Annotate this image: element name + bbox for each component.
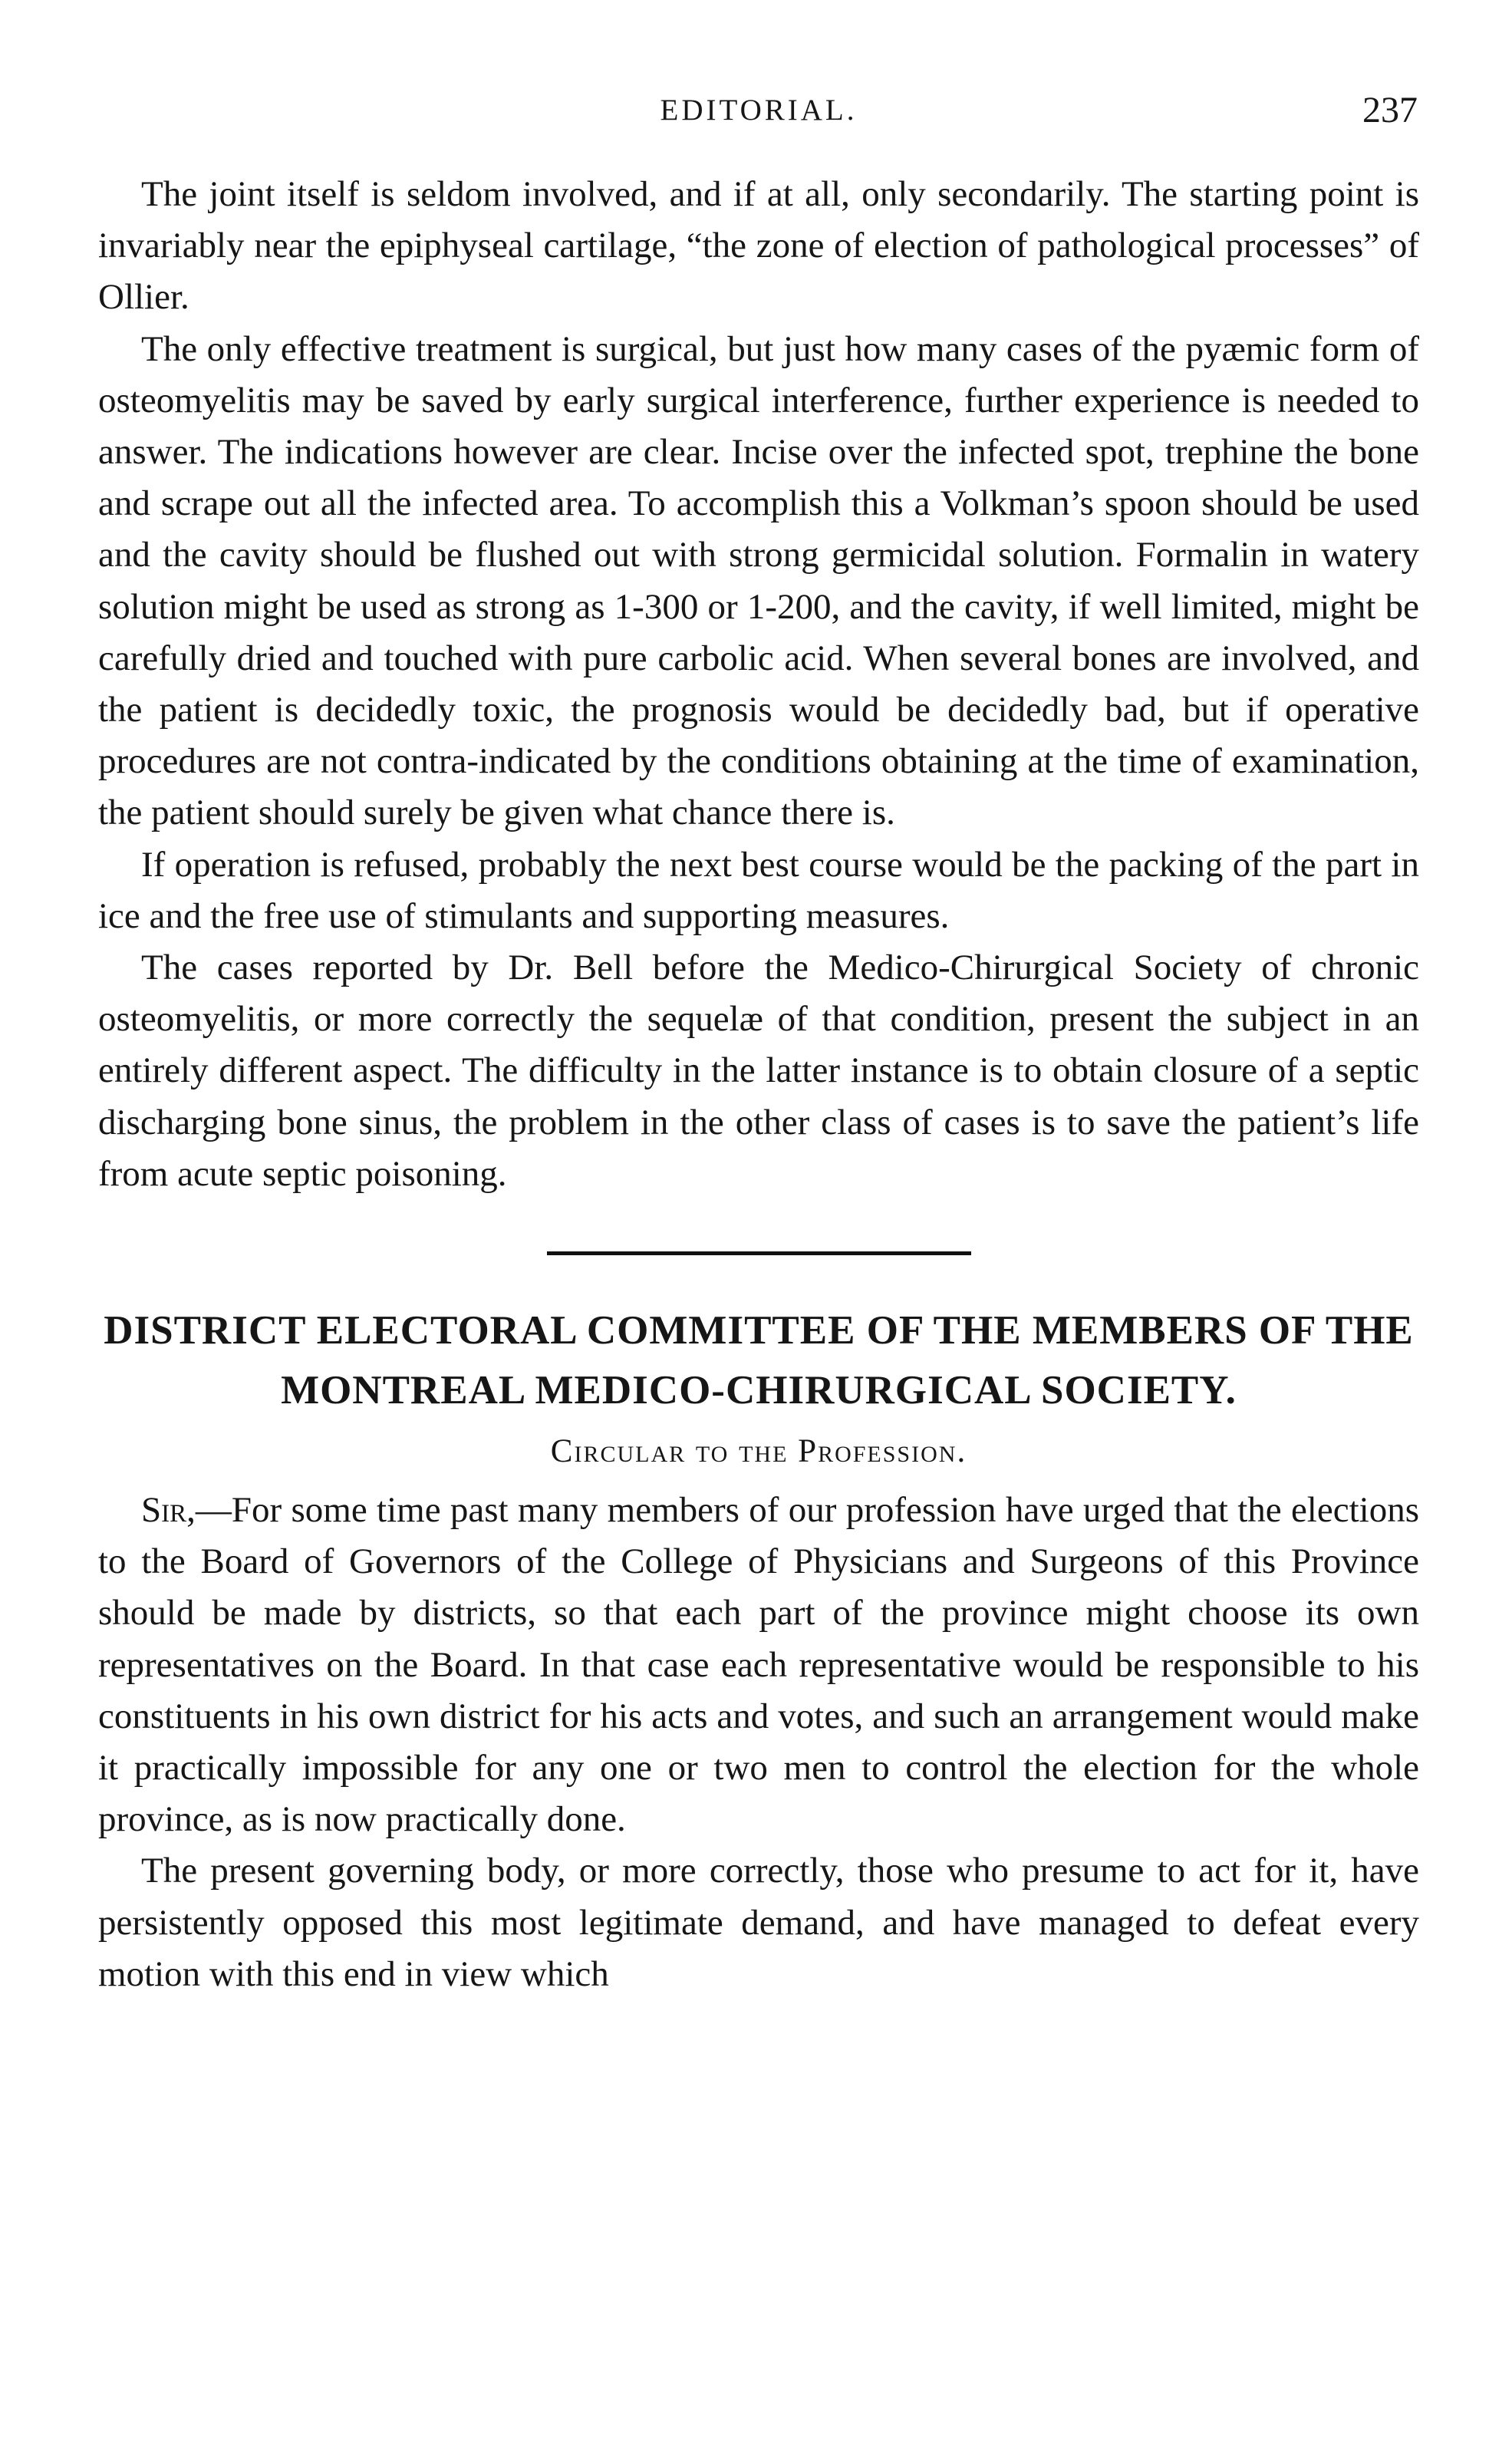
notice-title: DISTRICT ELECTORAL COMMITTEE OF THE MEMBERS OF THE MONTREAL MEDICO-CHIRURGICAL SOCIETY. xyxy=(104,1308,1414,1413)
article-paragraph-4: The cases reported by Dr. Bell before the Medico-Chirurgical Society of chronic osteomyelitis, or more correctly the sequelæ of that condition, present the subject in an entirely different aspect. The difficulty in the latter instance is to obtain closure of a septic discharging bone sinus, the problem in the other class of cases is to save the patient’s life from acute septic poisoning. xyxy=(98,948,1419,1194)
article-paragraph-3: If operation is refused, probably the next best course would be the packing of the part in ice and the free use of stimulants and supporting measures. xyxy=(98,844,1419,936)
page-number: 237 xyxy=(1362,90,1418,130)
page-header xyxy=(98,91,1419,137)
notice-paragraph-1 xyxy=(98,1485,1419,1845)
article-paragraph-2: The only effective treatment is surgical, but just how many cases of the pyæmic form of osteomyelitis may be saved by early surgical interference, further experience is needed to answer. The indications however are clear. Incise over the infected spot, trephine the bone and scrape out all the infected area. To accomplish this a Volkman’s spoon should be used and the cavity should be flushed out with strong germicidal solution. Formalin in watery solution might be used as strong as 1-300 or 1-200, and the cavity, if well limited, might be carefully dried and touched with pure carbolic acid. When several bones are involved, and the patient is decidedly toxic, the prognosis would be decidedly bad, but if operative procedures are not contra-indicated by the conditions obtaining at the time of examination, the patient should surely be given what chance there is. xyxy=(98,328,1419,833)
salutation: Sir, xyxy=(141,1490,196,1531)
notice-subtitle: Circular to the Profession. xyxy=(550,1433,967,1470)
article-paragraph-1: The joint itself is seldom involved, and if at all, only secondarily. The starting point is invariably near the epiphyseal cartilage, “the zone of election of pathological processes” of Ollier. xyxy=(98,174,1419,318)
page-body xyxy=(98,169,1419,2000)
notice-paragraph-2: The present governing body, or more correctly, those who presume to act for it, have persistently opposed this most legitimate demand, and have managed to defeat every motion with this end in view which xyxy=(98,1851,1419,1994)
notice-paragraph-1-text: —For some time past many members of our profession have urged that the elections to the Board of Governors of the College of Physicians and Surgeons of this Province should be made by districts, so that each part of the province might choose its own representatives on the Board. In that case each representative would be responsible to his constituents in his own district for his acts and votes, and such an arrangement would make it practically impossible for any one or two men to control the election for the whole province, as is now practically done. xyxy=(98,1490,1419,1840)
section-divider xyxy=(547,1251,971,1255)
running-head: EDITORIAL. xyxy=(660,94,858,127)
